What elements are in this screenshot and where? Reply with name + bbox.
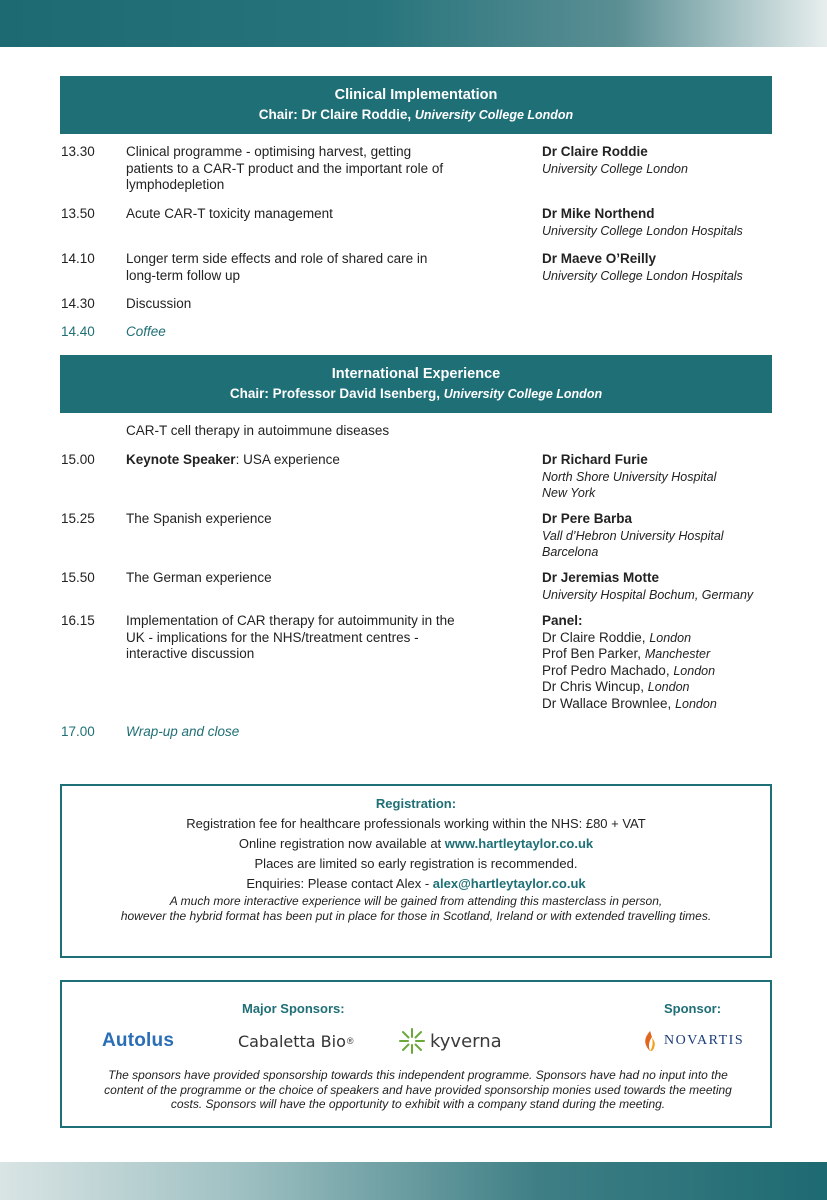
session-title: Longer term side effects and role of shared care in long-term follow up [126, 251, 428, 283]
session-title: The German experience [126, 570, 272, 585]
section-header-international [60, 355, 772, 413]
autolus-logo: Autolus [102, 1030, 175, 1051]
close-title: Wrap-up and close [126, 724, 240, 739]
speaker-affiliation: University College London Hospitals [542, 268, 743, 283]
speaker-affiliation: University Hospital Bochum, Germany [542, 587, 754, 602]
session-title: The Spanish experience [126, 511, 272, 526]
session-title: Acute CAR-T toxicity management [126, 206, 333, 221]
speaker-location: New York [542, 485, 596, 500]
section-title: International Experience [331, 366, 501, 382]
registration-title: Registration: [375, 796, 457, 811]
speaker-affiliation: North Shore University Hospital [542, 469, 717, 484]
speaker-name: Dr Mike Northend [542, 206, 655, 221]
session-time: 15.00 [61, 452, 95, 467]
panel-member: Prof Pedro Machado, London [542, 662, 716, 678]
panel-label: Panel: [542, 613, 583, 628]
registration-enquiries: Enquiries: Please contact Alex - alex@hartleytaylor.co.uk [246, 876, 586, 891]
panel-member: Dr Chris Wincup, London [542, 679, 690, 694]
sponsors-disclaimer: The sponsors have provided sponsorship towards this independent programme. Sponsors have had no input into the content of the programme or the choice of speakers and have provided sponsorship monies used towards the meeting costs. Sponsors will have the opportunity to exhibit with a company stand during the meeting. [104, 1068, 732, 1111]
enquiries-email-link[interactable]: alex@hartleytaylor.co.uk [432, 876, 586, 891]
registration-note: however the hybrid format has been put in place for those in Scotland, Ireland or with extended travelling times. [120, 908, 712, 923]
registration-note: A much more interactive experience will be gained from attending this masterclass in person, [169, 894, 663, 908]
session-title: Keynote Speaker: USA experience [126, 452, 340, 467]
panel-member: Dr Wallace Brownlee, London [542, 695, 717, 711]
close-time: 17.00 [61, 724, 95, 739]
speaker-affiliation: University College London Hospitals [542, 223, 743, 238]
registration-box [60, 784, 772, 958]
session-time: 13.30 [61, 144, 95, 159]
speaker [542, 570, 792, 603]
panel [542, 613, 792, 712]
registration-fee: Registration fee for healthcare professionals working within the NHS: £80 + VAT [186, 816, 646, 831]
bottom-decorative-band [0, 1162, 827, 1200]
kyverna-logo: kyverna [398, 1026, 502, 1056]
session-time: 15.25 [61, 511, 95, 526]
registration-website-link[interactable]: www.hartleytaylor.co.uk [444, 836, 594, 851]
speaker-location: Barcelona [542, 544, 599, 559]
session-title: Implementation of CAR therapy for autoimmunity in the UK - implications for the NHS/treatment centres - interactive discussion [126, 613, 455, 661]
panel-member: Dr Claire Roddie, London [542, 629, 692, 645]
sponsors-box [60, 980, 772, 1128]
speaker [542, 251, 792, 284]
cabaletta-bio-logo: Cabaletta Bio ® [238, 1031, 354, 1051]
section-chair: Chair: Dr Claire Roddie, University College London [258, 107, 574, 122]
kyverna-star-icon [398, 1027, 426, 1055]
session-time: 14.10 [61, 251, 95, 266]
section-title: Clinical Implementation [334, 87, 498, 103]
session-title: Discussion [126, 296, 192, 311]
major-sponsors-label: Major Sponsors: [242, 1001, 345, 1016]
speaker-name: Dr Maeve O’Reilly [542, 251, 657, 266]
speaker-name: Dr Claire Roddie [542, 144, 648, 159]
top-decorative-band [0, 0, 827, 47]
section-chair: Chair: Professor David Isenberg, University College London [229, 386, 603, 401]
break-time: 14.40 [61, 324, 95, 339]
speaker [542, 144, 792, 177]
speaker-affiliation: University College London [542, 161, 688, 176]
registration-online: Online registration now available at www.hartleytaylor.co.uk [238, 836, 594, 851]
section-intro: CAR-T cell therapy in autoimmune diseases [126, 423, 390, 438]
section-header-clinical [60, 76, 772, 134]
keynote-label: Keynote Speaker [126, 452, 236, 467]
session-time: 13.50 [61, 206, 95, 221]
speaker-name: Dr Richard Furie [542, 452, 648, 467]
registered-mark: ® [346, 1036, 354, 1046]
session-time: 14.30 [61, 296, 95, 311]
speaker [542, 452, 792, 501]
panel-member: Prof Ben Parker, Manchester [542, 646, 711, 661]
registration-places: Places are limited so early registration is recommended. [254, 856, 578, 871]
session-time: 16.15 [61, 613, 95, 628]
break-title: Coffee [126, 324, 166, 339]
speaker-name: Dr Jeremias Motte [542, 570, 660, 585]
speaker [542, 206, 792, 239]
speaker-name: Dr Pere Barba [542, 511, 633, 526]
sponsor-label: Sponsor: [664, 1001, 722, 1016]
speaker [542, 511, 792, 560]
session-title: Clinical programme - optimising harvest, getting patients to a CAR-T product and the important role of lymphodepletion [126, 144, 444, 192]
session-time: 15.50 [61, 570, 95, 585]
novartis-flame-icon [642, 1030, 658, 1052]
novartis-logo: NOVARTIS [642, 1026, 744, 1056]
speaker-affiliation: Vall d’Hebron University Hospital [542, 528, 724, 543]
